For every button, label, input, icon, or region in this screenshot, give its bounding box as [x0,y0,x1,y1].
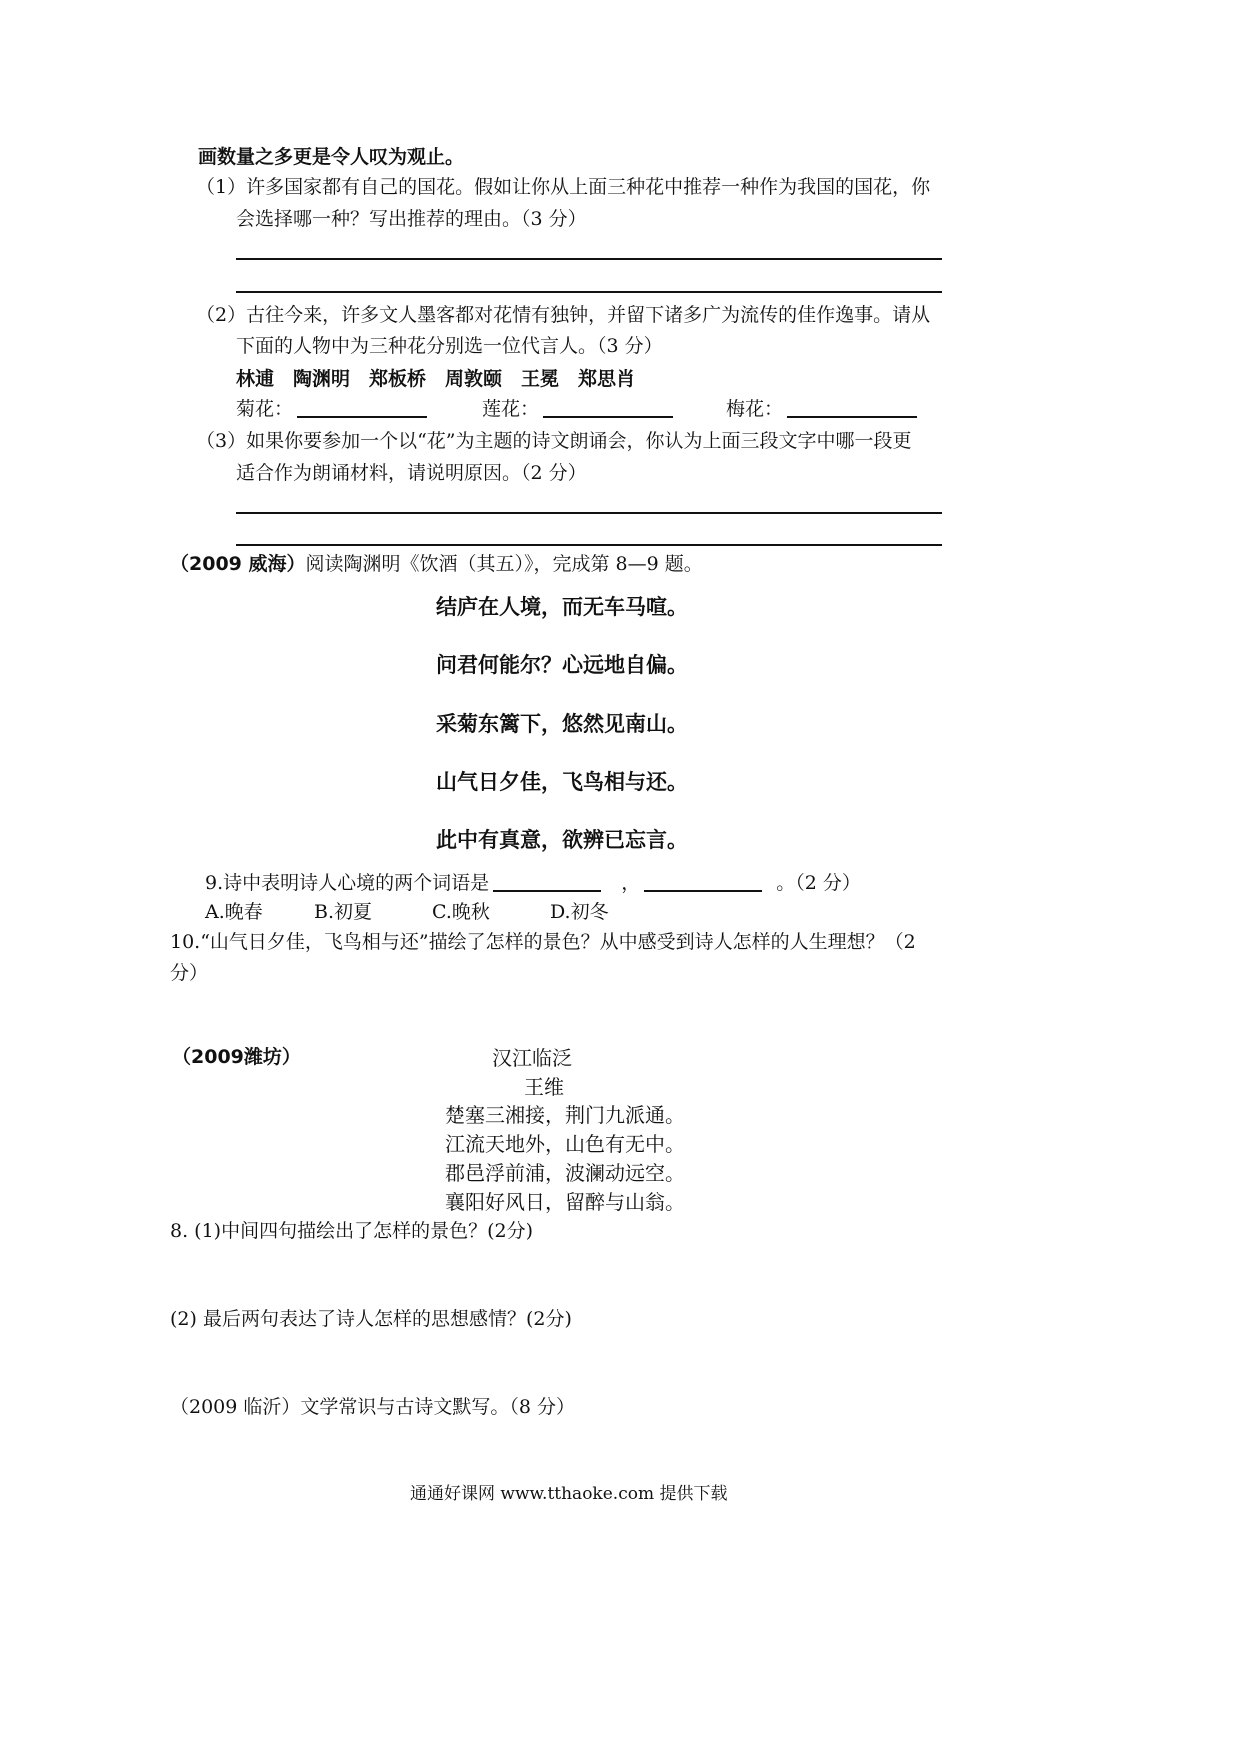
question-8-1: 8. (1)中间四句描绘出了怎样的景色？(2分) [170,1220,533,1242]
question-10-line1: 10.“山气日夕佳，飞鸟相与还”描绘了怎样的景色？从中感受到诗人怎样的人生理想？（2 [170,931,916,953]
mei-flower-answer[interactable] [787,398,917,418]
question-8-2: (2) 最后两句表达了诗人怎样的思想感情？(2分) [170,1308,572,1330]
question-10-line2: 分） [170,962,209,984]
question-2-line2: 下面的人物中为三种花分别选一位代言人。（3 分） [236,335,663,357]
page-footer: 通通好课网 www.tthaoke.com 提供下载 [410,1484,728,1504]
weihai-source-tag: （2009 威海） [170,553,306,575]
ju-flower-blank [236,398,427,421]
poem-line: 问君何能尔？心远地自偏。 [436,653,688,677]
question-1-line2: 会选择哪一种？写出推荐的理由。（3 分） [236,208,587,230]
ju-flower-answer[interactable] [297,398,427,418]
poem-line: 郡邑浮前浦，波澜动远空。 [445,1161,685,1185]
option-c: C.晚秋 [432,901,490,923]
poem-line: 楚塞三湘接，荆门九派通。 [445,1103,685,1127]
answer-line [236,512,942,514]
poem-title: 汉江临泛 [492,1046,572,1070]
question-3-line1: （3）如果你要参加一个以“花”为主题的诗文朗诵会，你认为上面三段文字中哪一段更 [196,430,912,452]
mei-flower-label: 梅花： [726,398,784,420]
option-d: D.初冬 [550,901,609,923]
weifang-source-tag: （2009潍坊） [172,1046,301,1068]
question-9-separator: ， [621,872,641,894]
answer-line [236,544,942,546]
question-9-blank-2[interactable] [644,872,762,892]
poem-line: 山气日夕佳，飞鸟相与还。 [436,770,688,794]
question-9-score: 。（2 分） [776,872,861,894]
answer-line [236,258,942,260]
linyi-section-heading: （2009 临沂）文学常识与古诗文默写。（8 分） [170,1396,576,1418]
question-9 [205,872,861,895]
poem-line: 结庐在人境，而无车马喧。 [436,595,688,619]
option-b: B.初夏 [314,901,373,923]
ju-flower-label: 菊花： [236,398,294,420]
mei-flower-blank [726,398,917,421]
answer-line [236,291,942,293]
option-a: A.晚春 [205,901,263,923]
lian-flower-label: 莲花： [482,398,540,420]
weihai-intro [170,553,703,576]
candidate-people: 林逋 陶渊明 郑板桥 周敦颐 王冕 郑思肖 [236,368,636,390]
poem-line: 襄阳好风日，留醉与山翁。 [445,1190,685,1214]
poem-line: 采菊东篱下，悠然见南山。 [436,712,688,736]
lian-flower-answer[interactable] [543,398,673,418]
question-2-line1: （2）古往今来，许多文人墨客都对花情有独钟，并留下诸多广为流传的佳作逸事。请从 [196,304,931,326]
poem-line: 江流天地外，山色有无中。 [445,1132,685,1156]
poem-line: 此中有真意，欲辨已忘言。 [436,828,688,852]
question-3-line2: 适合作为朗诵材料，请说明原因。（2 分） [236,462,587,484]
question-1-line1: （1）许多国家都有自己的国花。假如让你从上面三种花中推荐一种作为我国的国花，你 [196,176,931,198]
question-9-blank-1[interactable] [493,872,601,892]
poem-author: 王维 [524,1075,564,1099]
lian-flower-blank [482,398,673,421]
passage-tail: 画数量之多更是令人叹为观止。 [198,146,465,168]
question-9-text: 9.诗中表明诗人心境的两个词语是 [205,872,490,894]
weihai-instruction: 阅读陶渊明《饮酒（其五）》，完成第 8—9 题。 [305,553,703,575]
